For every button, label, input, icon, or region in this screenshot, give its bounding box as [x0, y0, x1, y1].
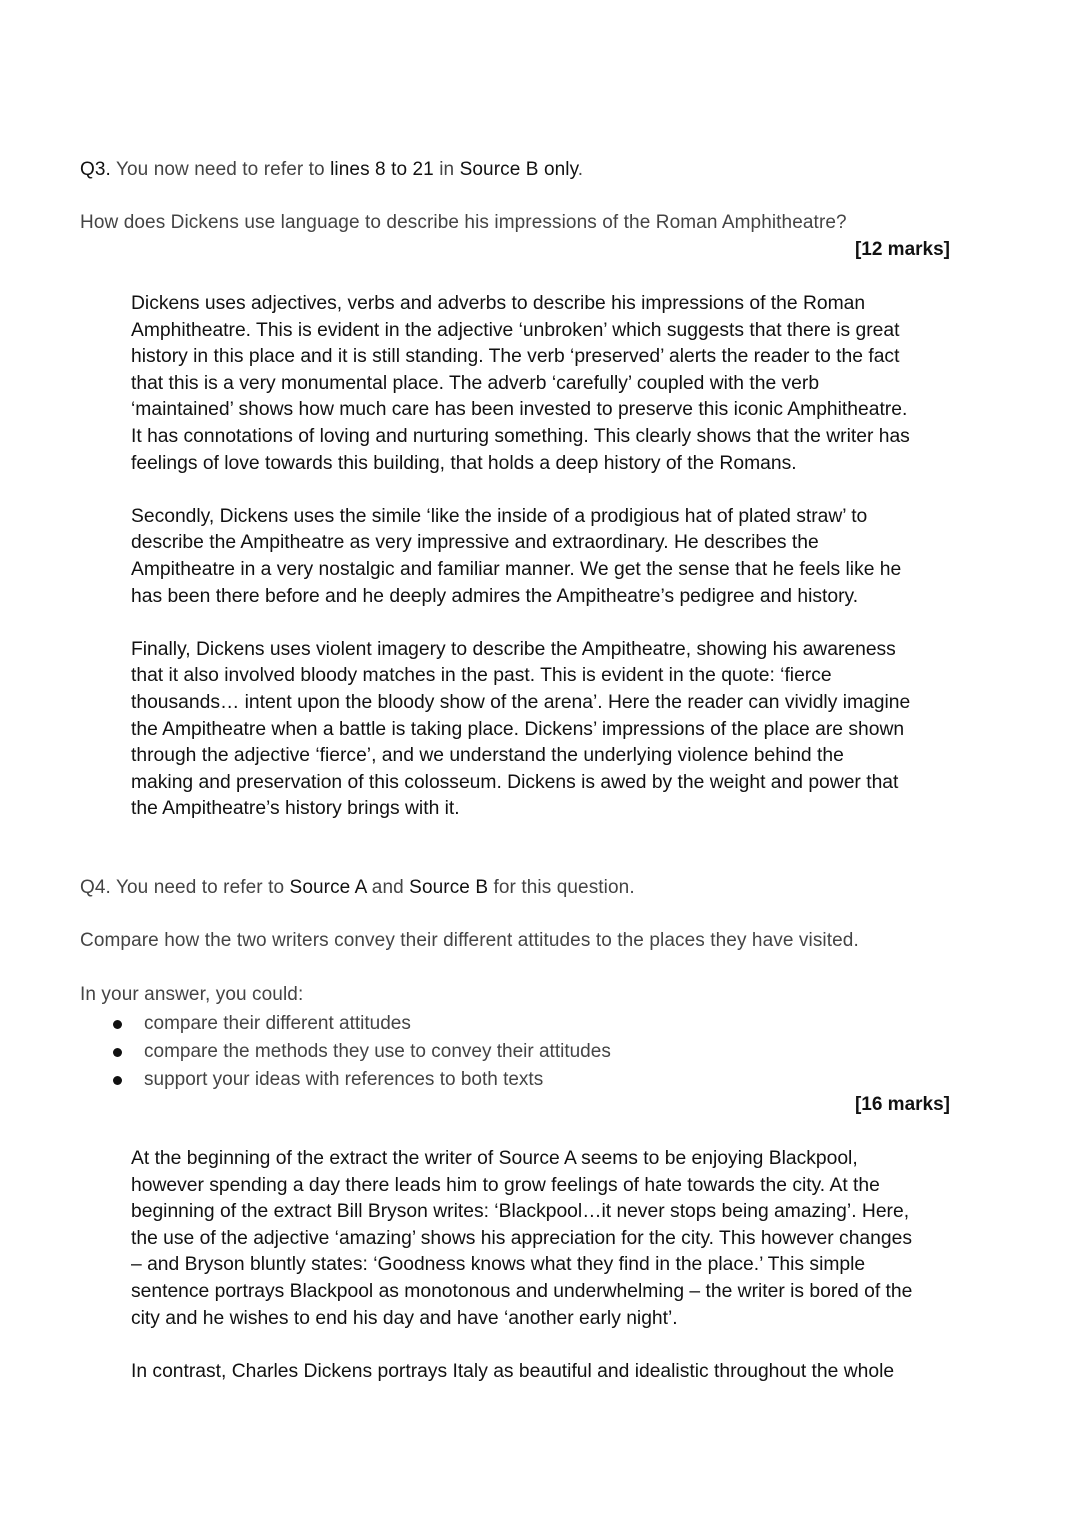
q4-answer: [131, 1146, 961, 1385]
q3-answer-paragraph: [131, 291, 961, 477]
answer-line: Dickens uses adjectives, verbs and adverbs to describe his impressions of the Roman: [131, 293, 866, 314]
q4-question: Compare how the two writers convey their different attitudes to the places they have visited.: [80, 930, 859, 951]
answer-line: – and Bryson bluntly states: ‘Goodness knows what they find in the place.’ This simple: [131, 1254, 866, 1276]
q3-lines-ref: lines 8 to 21: [330, 159, 434, 180]
q4-intro: In your answer, you could:: [80, 984, 304, 1005]
q4-source-a-ref: Source A: [289, 877, 367, 898]
q4-marks: [16 marks]: [854, 1094, 950, 1115]
answer-line: thousands… intent upon the bloody show of the arena’. Here the reader can vividly imagine: [131, 691, 911, 713]
bullet-text: compare their different attitudes: [144, 1013, 411, 1034]
q4-prompt-text-1: Q4. You need to refer to: [80, 877, 290, 898]
answer-line: the Ampitheatre’s history brings with it.: [131, 798, 460, 820]
q3-number: Q3.: [80, 159, 111, 180]
q3-prompt: [80, 159, 583, 181]
answer-line: through the adjective ‘fierce’, and we understand the underlying violence behind the: [131, 745, 844, 767]
answer-line: that it also involved bloody matches in the past. This is evident in the quote: ‘fierce: [131, 665, 832, 687]
q3-question: How does Dickens use language to describe his impressions of the Roman Amphitheatre?: [80, 212, 847, 233]
q4-answer-paragraph: [131, 1146, 961, 1332]
answer-line: Ampitheatre in a very nostalgic and familiar manner. We get the sense that he feels like he: [131, 558, 902, 580]
answer-line: city and he wishes to end his day and have ‘another early night’.: [131, 1307, 678, 1329]
answer-line: describe the Ampitheatre as very impressive and extraordinary. He describes the: [131, 532, 819, 554]
bullet-icon: [113, 1020, 122, 1029]
answer-line: the Ampitheatre when a battle is taking place. Dickens’ impressions of the place are shown: [131, 718, 905, 740]
bullet-text: support your ideas with references to both texts: [144, 1069, 544, 1090]
q4-answer-paragraph: [131, 1359, 961, 1386]
q4-source-b-ref: Source B: [409, 877, 489, 898]
bullet-icon: [113, 1048, 122, 1057]
bullet-text: compare the methods they use to convey their attitudes: [144, 1041, 611, 1062]
answer-line: history in this place and it is still standing. The verb ‘preserved’ alerts the reader to the fact: [131, 346, 900, 368]
answer-line: the use of the adjective ‘amazing’ shows his appreciation for the city. This however changes: [131, 1227, 912, 1249]
answer-line: that this is a very monumental place. The adverb ‘carefully’ coupled with the verb: [131, 372, 820, 394]
q4-prompt-end: for this question.: [488, 877, 635, 898]
q3-marks: [12 marks]: [854, 239, 950, 260]
answer-line: feelings of love towards this building, that holds a deep history of the Romans.: [131, 452, 797, 474]
q3-answer-paragraph: [131, 504, 961, 610]
answer-line: It has connotations of loving and nurturing something. This clearly shows that the writer has: [131, 425, 910, 447]
q4-prompt: [80, 877, 635, 899]
q3-source-ref: Source B only: [459, 159, 578, 180]
answer-line: Finally, Dickens uses violent imagery to describe the Ampitheatre, showing his awareness: [131, 638, 896, 660]
q3-answer-paragraph: [131, 637, 961, 823]
answer-line: beginning of the extract Bill Bryson writes: ‘Blackpool…it never stops being amazing’. Here,: [131, 1201, 910, 1223]
answer-line: sentence portrays Blackpool as monotonous and underwhelming – the writer is bored of the: [131, 1280, 913, 1302]
bullet-icon: [113, 1076, 122, 1085]
q3-prompt-text-2: in: [433, 159, 460, 180]
q3-prompt-text-1: You now need to refer to: [110, 159, 331, 180]
q3-prompt-end: .: [577, 159, 584, 180]
q3-answer: [131, 291, 961, 823]
answer-line: At the beginning of the extract the writer of Source A seems to be enjoying Blackpool,: [131, 1148, 858, 1169]
answer-line: Secondly, Dickens uses the simile ‘like the inside of a prodigious hat of plated straw’ to: [131, 505, 868, 527]
answer-line: making and preservation of this colosseum. Dickens is awed by the weight and power that: [131, 771, 899, 793]
answer-line: ‘maintained’ shows how much care has been invested to preserve this iconic Amphitheatre.: [131, 399, 908, 421]
answer-line: has been there before and he deeply admires the Ampitheatre’s pedigree and history.: [131, 585, 859, 607]
answer-line: Amphitheatre. This is evident in the adjective ‘unbroken’ which suggests that there is great: [131, 319, 900, 341]
q4-prompt-and: and: [366, 877, 410, 898]
answer-line: In contrast, Charles Dickens portrays Italy as beautiful and idealistic throughout the whole: [131, 1360, 895, 1382]
answer-line: however spending a day there leads him to grow feelings of hate towards the city. At the: [131, 1174, 880, 1196]
